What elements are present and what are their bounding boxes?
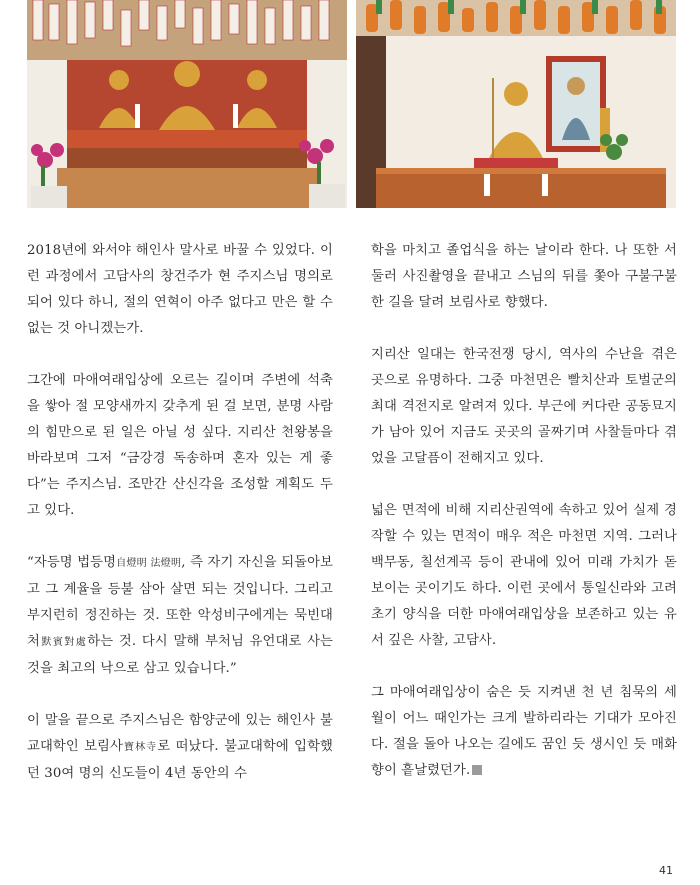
quote-text: “자등명 법등명 — [27, 555, 117, 570]
paragraph-text: 이 말을 끝으로 주지스님은 함양군에 있는 해인사 불교대학인 보림사 — [27, 713, 333, 754]
paragraph — [371, 680, 677, 784]
paragraph — [27, 708, 333, 787]
paragraph-text: 그 마애여래입상이 숨은 듯 지켜낸 천 년 침묵의 세월이 어느 때인가는 크게 발하리라는 기대가 모아진다. 절을 돌아 나오는 길에도 꿈인 듯 생시인 듯 매화향이 흩날렸던가. — [371, 685, 677, 778]
page-number: 41 — [659, 864, 673, 877]
altar-three-buddhas-illustration — [27, 0, 347, 208]
quote-paragraph — [27, 550, 333, 682]
quote-text: , 즉 자기 자신을 되돌아보고 그 계율을 등불 삼아 살면 되는 것입니다. 그리고 부지런히 정진하는 것. 또한 악성비구에게는 묵빈대처 — [27, 555, 333, 649]
text-column-left — [27, 238, 333, 813]
paragraph: 그간에 마애여래입상에 오르는 길이며 주변에 석축을 쌓아 절 모양새까지 갖추게 된 걸 보면, 분명 사람의 힘만으로 된 일은 아닐 성 싶다. 지리산 천왕봉을 바라보며 그저 “금강경 독송하며 혼자 있는 게 좋다”는 주지스님. 조만간 산신각을 조성할 계획도 두고 있다. — [27, 373, 333, 518]
paragraph: 2018년에 와서야 해인사 말사로 바꿀 수 있었다. 이런 과정에서 고담사의 창건주가 현 주지스님 명의로 되어 있다 하니, 절의 연혁이 아주 없다고 만은 할 수 없는 것 아니겠는가. — [27, 243, 333, 336]
paragraph: 넓은 면적에 비해 지리산권역에 속하고 있어 실제 경작할 수 있는 면적이 매우 적은 마천면 지역. 그러나 백무동, 칠선계곡 등이 관내에 있어 미래 가치가 돋보이는 곳이기도 하다. 이런 곳에서 통일신라와 고려 초기 양식을 더한 마애여래입상을 보존하고 있는 유서 깊은 사찰, 고담사. — [371, 503, 677, 648]
hanja-annotation: 自燈明 法燈明 — [116, 558, 182, 569]
paragraph: 지리산 일대는 한국전쟁 당시, 역사의 수난을 겪은 곳으로 유명하다. 그중 마천면은 빨치산과 토벌군의 최대 격전지로 알려져 있다. 부근에 커다란 공동묘지가 남아 있어 지금도 곳곳의 골짜기며 사찰들마다 겪었을 고달픔이 전해지고 있다. — [371, 347, 677, 466]
paragraph: 학을 마치고 졸업식을 하는 날이라 한다. 나 또한 서둘러 사진촬영을 끝내고 스님의 뒤를 쫓아 구불구불한 길을 달려 보림사로 향했다. — [371, 243, 677, 310]
altar-single-buddha-illustration — [356, 0, 676, 208]
photo-altar-three-buddhas — [27, 0, 347, 208]
text-column-right — [371, 238, 677, 810]
end-mark-square-icon — [472, 765, 482, 775]
hanja-annotation: 寶林寺 — [122, 742, 158, 753]
hanja-annotation: 默賓對處 — [39, 637, 88, 648]
paragraph-text: 로 떠났다. 불교대학에 입학했던 30여 명의 신도들이 4년 동안의 수 — [27, 739, 333, 781]
photo-altar-single-buddha — [356, 0, 676, 208]
quote-text: 하는 것. 다시 말해 부처님 유언대로 사는 것을 최고의 낙으로 삼고 있습니다.” — [27, 634, 333, 676]
